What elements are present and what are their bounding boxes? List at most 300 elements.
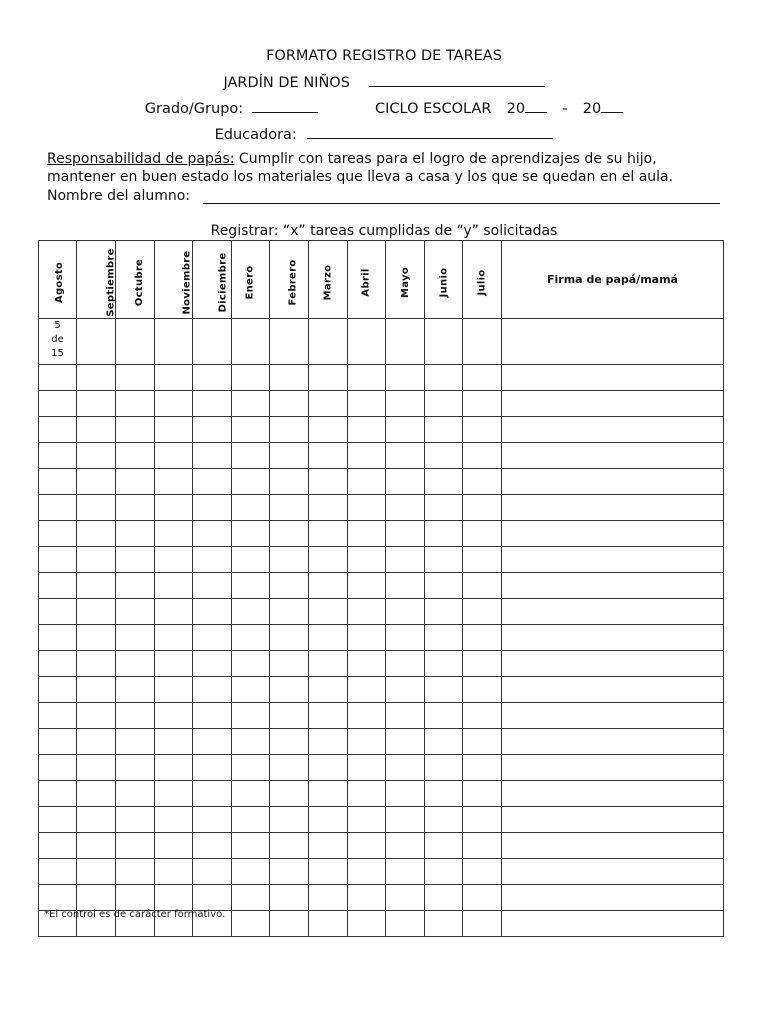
- table-cell[interactable]: [116, 625, 155, 651]
- table-cell[interactable]: [386, 885, 425, 911]
- table-cell[interactable]: [116, 807, 155, 833]
- table-cell[interactable]: [77, 417, 116, 443]
- table-cell[interactable]: [39, 677, 77, 703]
- table-cell[interactable]: [39, 703, 77, 729]
- signature-cell[interactable]: [502, 833, 724, 859]
- jardin-field[interactable]: [369, 72, 545, 87]
- table-cell[interactable]: [116, 469, 155, 495]
- table-cell[interactable]: [193, 495, 232, 521]
- table-cell[interactable]: [386, 625, 425, 651]
- table-cell[interactable]: [77, 859, 116, 885]
- table-cell[interactable]: [155, 443, 193, 469]
- table-cell[interactable]: [39, 469, 77, 495]
- table-cell[interactable]: [193, 599, 232, 625]
- table-cell[interactable]: [155, 495, 193, 521]
- table-cell[interactable]: [270, 319, 309, 365]
- table-cell[interactable]: [309, 833, 348, 859]
- table-cell[interactable]: [463, 859, 502, 885]
- table-cell[interactable]: [155, 417, 193, 443]
- table-cell[interactable]: [425, 469, 463, 495]
- table-cell[interactable]: [425, 885, 463, 911]
- table-cell[interactable]: [270, 781, 309, 807]
- table-cell[interactable]: [116, 677, 155, 703]
- table-cell[interactable]: [77, 703, 116, 729]
- table-cell[interactable]: [386, 495, 425, 521]
- table-cell[interactable]: [386, 781, 425, 807]
- table-cell[interactable]: [463, 495, 502, 521]
- table-cell[interactable]: [425, 547, 463, 573]
- table-cell[interactable]: [116, 859, 155, 885]
- signature-cell[interactable]: [502, 443, 724, 469]
- table-cell[interactable]: [116, 391, 155, 417]
- table-cell[interactable]: [116, 703, 155, 729]
- table-cell[interactable]: [425, 319, 463, 365]
- table-cell[interactable]: [270, 651, 309, 677]
- table-cell[interactable]: [386, 443, 425, 469]
- table-cell[interactable]: [77, 807, 116, 833]
- table-cell[interactable]: [232, 469, 270, 495]
- table-cell[interactable]: [309, 319, 348, 365]
- table-cell[interactable]: [116, 885, 155, 911]
- table-cell[interactable]: [77, 755, 116, 781]
- table-cell[interactable]: [463, 443, 502, 469]
- table-cell[interactable]: [425, 807, 463, 833]
- table-cell[interactable]: [116, 547, 155, 573]
- table-cell[interactable]: [39, 443, 77, 469]
- table-cell[interactable]: [270, 859, 309, 885]
- table-cell[interactable]: [116, 365, 155, 391]
- table-cell[interactable]: [193, 547, 232, 573]
- table-cell[interactable]: [39, 521, 77, 547]
- table-cell[interactable]: [270, 443, 309, 469]
- table-cell[interactable]: [270, 573, 309, 599]
- table-cell[interactable]: [386, 703, 425, 729]
- table-cell[interactable]: [348, 911, 386, 937]
- table-cell[interactable]: [425, 755, 463, 781]
- table-cell[interactable]: [309, 729, 348, 755]
- table-cell[interactable]: [77, 651, 116, 677]
- table-cell[interactable]: [309, 417, 348, 443]
- table-cell[interactable]: [232, 599, 270, 625]
- table-cell[interactable]: [425, 729, 463, 755]
- table-cell[interactable]: [309, 885, 348, 911]
- table-cell[interactable]: [463, 599, 502, 625]
- table-cell[interactable]: [425, 521, 463, 547]
- table-cell[interactable]: [348, 443, 386, 469]
- table-cell[interactable]: [232, 729, 270, 755]
- table-cell[interactable]: [116, 729, 155, 755]
- table-cell[interactable]: [463, 651, 502, 677]
- table-cell[interactable]: [39, 417, 77, 443]
- table-cell[interactable]: [232, 625, 270, 651]
- table-cell[interactable]: [193, 521, 232, 547]
- table-cell[interactable]: [463, 833, 502, 859]
- table-cell[interactable]: [309, 521, 348, 547]
- table-cell[interactable]: [386, 833, 425, 859]
- table-cell[interactable]: [386, 859, 425, 885]
- table-cell[interactable]: [193, 677, 232, 703]
- table-cell[interactable]: [116, 651, 155, 677]
- table-cell[interactable]: [309, 547, 348, 573]
- table-cell[interactable]: [425, 781, 463, 807]
- table-cell[interactable]: [270, 599, 309, 625]
- signature-cell[interactable]: [502, 365, 724, 391]
- table-cell[interactable]: [155, 885, 193, 911]
- table-cell[interactable]: [386, 469, 425, 495]
- table-cell[interactable]: [77, 625, 116, 651]
- table-cell[interactable]: [463, 365, 502, 391]
- signature-cell[interactable]: [502, 859, 724, 885]
- table-cell[interactable]: [39, 547, 77, 573]
- table-cell[interactable]: [39, 729, 77, 755]
- table-cell[interactable]: [309, 365, 348, 391]
- table-cell[interactable]: [463, 469, 502, 495]
- table-cell[interactable]: [232, 547, 270, 573]
- table-cell[interactable]: [463, 911, 502, 937]
- table-cell[interactable]: [309, 781, 348, 807]
- table-cell[interactable]: [348, 677, 386, 703]
- table-cell[interactable]: [193, 885, 232, 911]
- table-cell[interactable]: [270, 807, 309, 833]
- table-cell[interactable]: [348, 599, 386, 625]
- table-cell[interactable]: [77, 599, 116, 625]
- table-cell[interactable]: [232, 319, 270, 365]
- table-cell[interactable]: [155, 677, 193, 703]
- table-cell[interactable]: [39, 625, 77, 651]
- table-cell[interactable]: [309, 469, 348, 495]
- table-cell[interactable]: [155, 625, 193, 651]
- table-cell[interactable]: [463, 807, 502, 833]
- table-cell[interactable]: [232, 859, 270, 885]
- table-cell[interactable]: [39, 807, 77, 833]
- table-cell[interactable]: [309, 599, 348, 625]
- table-cell[interactable]: [386, 651, 425, 677]
- signature-cell[interactable]: [502, 755, 724, 781]
- table-cell[interactable]: [39, 859, 77, 885]
- table-cell[interactable]: [232, 365, 270, 391]
- table-cell[interactable]: [77, 677, 116, 703]
- table-cell[interactable]: [39, 755, 77, 781]
- table-cell[interactable]: [386, 807, 425, 833]
- table-cell[interactable]: [39, 495, 77, 521]
- table-cell[interactable]: [116, 521, 155, 547]
- table-cell[interactable]: [386, 599, 425, 625]
- table-cell[interactable]: [270, 521, 309, 547]
- table-cell[interactable]: [232, 677, 270, 703]
- table-cell[interactable]: [348, 547, 386, 573]
- table-cell[interactable]: [193, 651, 232, 677]
- table-cell[interactable]: [270, 469, 309, 495]
- table-cell[interactable]: [386, 391, 425, 417]
- table-cell[interactable]: [155, 469, 193, 495]
- table-cell[interactable]: [232, 573, 270, 599]
- signature-cell[interactable]: [502, 911, 724, 937]
- table-cell[interactable]: [116, 417, 155, 443]
- table-cell[interactable]: [386, 729, 425, 755]
- table-cell[interactable]: [309, 443, 348, 469]
- table-cell[interactable]: [270, 391, 309, 417]
- table-cell[interactable]: [309, 625, 348, 651]
- example-cell[interactable]: [39, 319, 77, 365]
- table-cell[interactable]: [77, 781, 116, 807]
- signature-cell[interactable]: [502, 885, 724, 911]
- table-cell[interactable]: [425, 573, 463, 599]
- table-cell[interactable]: [463, 677, 502, 703]
- table-cell[interactable]: [116, 755, 155, 781]
- signature-cell[interactable]: [502, 547, 724, 573]
- signature-cell[interactable]: [502, 573, 724, 599]
- table-cell[interactable]: [348, 625, 386, 651]
- table-cell[interactable]: [270, 365, 309, 391]
- table-cell[interactable]: [348, 521, 386, 547]
- table-cell[interactable]: [348, 391, 386, 417]
- table-cell[interactable]: [386, 573, 425, 599]
- table-cell[interactable]: [77, 495, 116, 521]
- signature-cell[interactable]: [502, 625, 724, 651]
- table-cell[interactable]: [193, 469, 232, 495]
- table-cell[interactable]: [116, 319, 155, 365]
- signature-cell[interactable]: [502, 495, 724, 521]
- table-cell[interactable]: [116, 833, 155, 859]
- table-cell[interactable]: [193, 833, 232, 859]
- table-cell[interactable]: [155, 729, 193, 755]
- table-cell[interactable]: [39, 599, 77, 625]
- table-cell[interactable]: [77, 885, 116, 911]
- table-cell[interactable]: [348, 729, 386, 755]
- table-cell[interactable]: [116, 443, 155, 469]
- table-cell[interactable]: [425, 651, 463, 677]
- table-cell[interactable]: [39, 391, 77, 417]
- table-cell[interactable]: [309, 391, 348, 417]
- table-cell[interactable]: [232, 833, 270, 859]
- signature-cell[interactable]: [502, 807, 724, 833]
- table-cell[interactable]: [155, 391, 193, 417]
- table-cell[interactable]: [348, 651, 386, 677]
- table-cell[interactable]: [39, 365, 77, 391]
- table-cell[interactable]: [193, 859, 232, 885]
- table-cell[interactable]: [463, 625, 502, 651]
- table-cell[interactable]: [232, 521, 270, 547]
- table-cell[interactable]: [155, 547, 193, 573]
- table-cell[interactable]: [348, 703, 386, 729]
- table-cell[interactable]: [155, 859, 193, 885]
- table-cell[interactable]: [77, 833, 116, 859]
- table-cell[interactable]: [155, 833, 193, 859]
- table-cell[interactable]: [77, 521, 116, 547]
- signature-cell[interactable]: [502, 729, 724, 755]
- table-cell[interactable]: [309, 573, 348, 599]
- table-cell[interactable]: [270, 885, 309, 911]
- table-cell[interactable]: [270, 833, 309, 859]
- table-cell[interactable]: [77, 319, 116, 365]
- table-cell[interactable]: [77, 573, 116, 599]
- table-cell[interactable]: [309, 677, 348, 703]
- table-cell[interactable]: [386, 677, 425, 703]
- table-cell[interactable]: [232, 807, 270, 833]
- table-cell[interactable]: [386, 417, 425, 443]
- table-cell[interactable]: [463, 703, 502, 729]
- table-cell[interactable]: [348, 319, 386, 365]
- table-cell[interactable]: [116, 599, 155, 625]
- table-cell[interactable]: [39, 573, 77, 599]
- table-cell[interactable]: [155, 319, 193, 365]
- table-cell[interactable]: [270, 755, 309, 781]
- table-cell[interactable]: [309, 755, 348, 781]
- alumno-field[interactable]: [203, 203, 720, 204]
- table-cell[interactable]: [39, 833, 77, 859]
- table-cell[interactable]: [39, 885, 77, 911]
- signature-cell[interactable]: [502, 703, 724, 729]
- table-cell[interactable]: [155, 599, 193, 625]
- table-cell[interactable]: [463, 729, 502, 755]
- table-cell[interactable]: [463, 885, 502, 911]
- table-cell[interactable]: [232, 443, 270, 469]
- table-cell[interactable]: [348, 573, 386, 599]
- table-cell[interactable]: [425, 417, 463, 443]
- table-cell[interactable]: [232, 651, 270, 677]
- table-cell[interactable]: [232, 781, 270, 807]
- table-cell[interactable]: [270, 417, 309, 443]
- signature-cell[interactable]: [502, 417, 724, 443]
- table-cell[interactable]: [348, 469, 386, 495]
- table-cell[interactable]: [116, 781, 155, 807]
- table-cell[interactable]: [309, 911, 348, 937]
- table-cell[interactable]: [386, 319, 425, 365]
- table-cell[interactable]: [425, 365, 463, 391]
- signature-cell[interactable]: [502, 469, 724, 495]
- table-cell[interactable]: [309, 703, 348, 729]
- table-cell[interactable]: [425, 677, 463, 703]
- table-cell[interactable]: [425, 859, 463, 885]
- table-cell[interactable]: [116, 495, 155, 521]
- table-cell[interactable]: [270, 625, 309, 651]
- table-cell[interactable]: [425, 833, 463, 859]
- table-cell[interactable]: [270, 703, 309, 729]
- table-cell[interactable]: [425, 703, 463, 729]
- table-cell[interactable]: [463, 547, 502, 573]
- table-cell[interactable]: [348, 365, 386, 391]
- table-cell[interactable]: [116, 573, 155, 599]
- table-cell[interactable]: [425, 911, 463, 937]
- signature-cell[interactable]: [502, 391, 724, 417]
- table-cell[interactable]: [232, 755, 270, 781]
- table-cell[interactable]: [77, 547, 116, 573]
- table-cell[interactable]: [348, 495, 386, 521]
- table-cell[interactable]: [232, 391, 270, 417]
- signature-cell[interactable]: [502, 319, 724, 365]
- table-cell[interactable]: [425, 625, 463, 651]
- table-cell[interactable]: [270, 677, 309, 703]
- table-cell[interactable]: [77, 469, 116, 495]
- table-cell[interactable]: [348, 859, 386, 885]
- grado-field[interactable]: [252, 98, 318, 113]
- signature-cell[interactable]: [502, 677, 724, 703]
- table-cell[interactable]: [155, 573, 193, 599]
- table-cell[interactable]: [77, 443, 116, 469]
- table-cell[interactable]: [232, 417, 270, 443]
- table-cell[interactable]: [193, 625, 232, 651]
- table-cell[interactable]: [425, 599, 463, 625]
- table-cell[interactable]: [386, 521, 425, 547]
- ciclo-end-field[interactable]: [601, 98, 623, 113]
- signature-cell[interactable]: [502, 599, 724, 625]
- table-cell[interactable]: [39, 651, 77, 677]
- table-cell[interactable]: [193, 573, 232, 599]
- ciclo-start-field[interactable]: [525, 98, 547, 113]
- table-cell[interactable]: [155, 651, 193, 677]
- table-cell[interactable]: [309, 651, 348, 677]
- table-cell[interactable]: [463, 391, 502, 417]
- table-cell[interactable]: [270, 911, 309, 937]
- table-cell[interactable]: [386, 911, 425, 937]
- table-cell[interactable]: [348, 781, 386, 807]
- table-cell[interactable]: [463, 521, 502, 547]
- table-cell[interactable]: [193, 781, 232, 807]
- table-cell[interactable]: [155, 755, 193, 781]
- table-cell[interactable]: [193, 391, 232, 417]
- signature-cell[interactable]: [502, 651, 724, 677]
- table-cell[interactable]: [193, 755, 232, 781]
- table-cell[interactable]: [309, 859, 348, 885]
- table-cell[interactable]: [463, 417, 502, 443]
- table-cell[interactable]: [77, 365, 116, 391]
- table-cell[interactable]: [193, 703, 232, 729]
- table-cell[interactable]: [155, 807, 193, 833]
- table-cell[interactable]: [270, 729, 309, 755]
- signature-cell[interactable]: [502, 521, 724, 547]
- table-cell[interactable]: [463, 781, 502, 807]
- table-cell[interactable]: [425, 495, 463, 521]
- table-cell[interactable]: [193, 807, 232, 833]
- table-cell[interactable]: [155, 703, 193, 729]
- table-cell[interactable]: [193, 365, 232, 391]
- table-cell[interactable]: [232, 495, 270, 521]
- educadora-field[interactable]: [307, 124, 553, 139]
- table-cell[interactable]: [425, 443, 463, 469]
- table-cell[interactable]: [193, 319, 232, 365]
- table-cell[interactable]: [270, 495, 309, 521]
- table-cell[interactable]: [348, 417, 386, 443]
- table-cell[interactable]: [77, 729, 116, 755]
- table-cell[interactable]: [270, 547, 309, 573]
- table-cell[interactable]: [232, 703, 270, 729]
- table-cell[interactable]: [348, 833, 386, 859]
- table-cell[interactable]: [386, 547, 425, 573]
- table-cell[interactable]: [309, 495, 348, 521]
- table-cell[interactable]: [155, 365, 193, 391]
- table-cell[interactable]: [39, 781, 77, 807]
- table-cell[interactable]: [386, 755, 425, 781]
- table-cell[interactable]: [463, 573, 502, 599]
- table-cell[interactable]: [155, 521, 193, 547]
- table-cell[interactable]: [193, 729, 232, 755]
- table-cell[interactable]: [463, 319, 502, 365]
- table-cell[interactable]: [232, 911, 270, 937]
- table-cell[interactable]: [463, 755, 502, 781]
- table-cell[interactable]: [386, 365, 425, 391]
- table-cell[interactable]: [348, 807, 386, 833]
- table-cell[interactable]: [155, 781, 193, 807]
- table-cell[interactable]: [193, 417, 232, 443]
- table-cell[interactable]: [309, 807, 348, 833]
- table-cell[interactable]: [193, 443, 232, 469]
- signature-cell[interactable]: [502, 781, 724, 807]
- table-cell[interactable]: [425, 391, 463, 417]
- table-cell[interactable]: [77, 391, 116, 417]
- table-cell[interactable]: [348, 885, 386, 911]
- table-cell[interactable]: [232, 885, 270, 911]
- table-cell[interactable]: [348, 755, 386, 781]
